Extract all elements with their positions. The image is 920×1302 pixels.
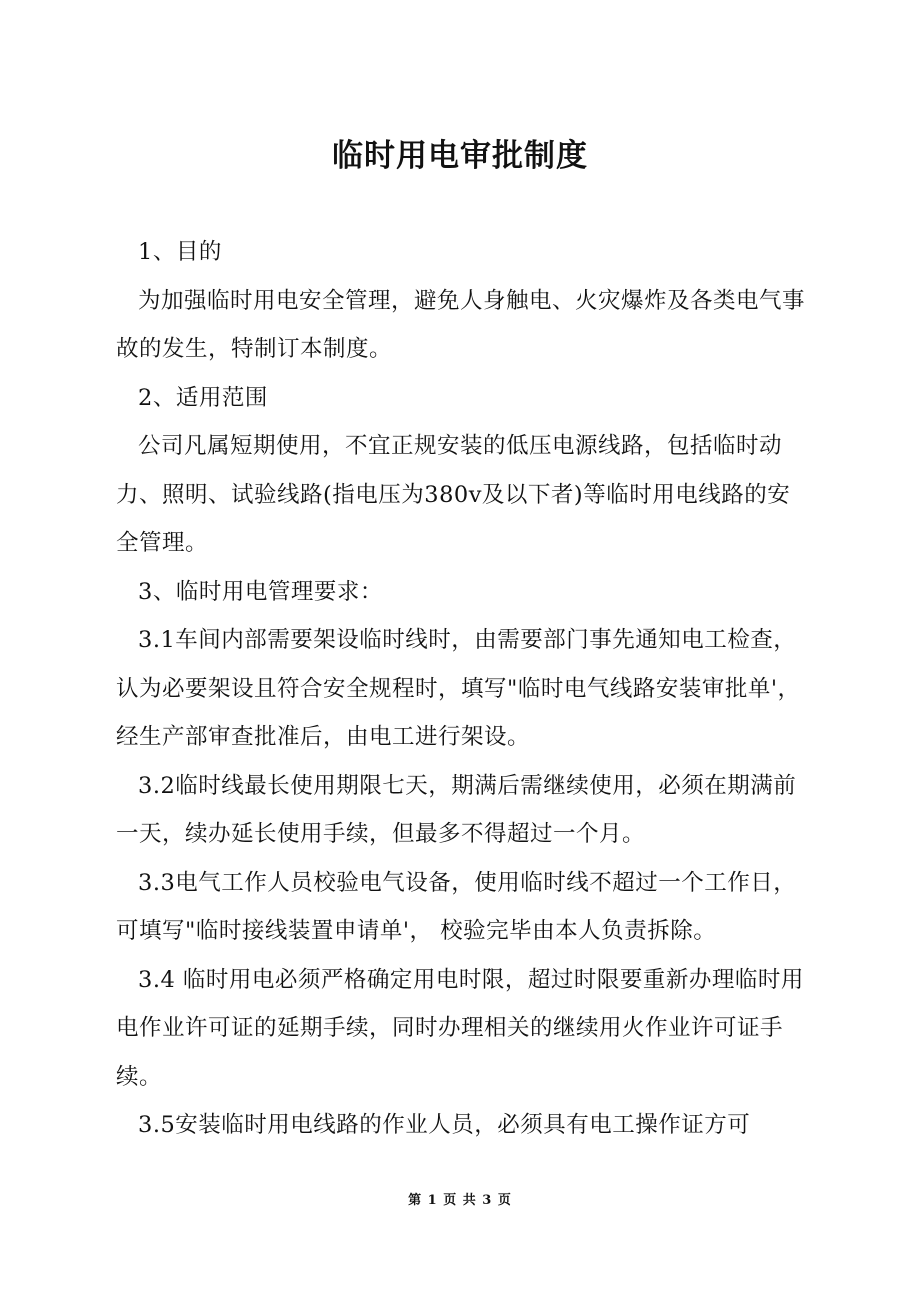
- paragraph-3-5: 3.5安装临时用电线路的作业人员，必须具有电工操作证方可: [138, 1112, 751, 1138]
- page-footer: 第 1 页 共 3 页: [408, 1193, 512, 1208]
- document-body: [116, 228, 806, 1150]
- paragraph-3-1: 3.1车间内部需要架设临时线时，由需要部门事先通知电工检查，认为必要架设且符合安全规程时，填写"临时电气线路安装审批单'，经生产部审查批准后，由电工进行架设。: [116, 627, 801, 750]
- section-heading-scope: 2、适用范围: [138, 384, 268, 411]
- paragraph-3-2: 3.2临时线最长使用期限七天，期满后需继续使用，必须在期满前一天，续办延长使用手续，但最多不得超过一个月。: [116, 772, 797, 847]
- section-heading-purpose: 1、目的: [138, 239, 222, 265]
- section-heading-requirements: 3、临时用电管理要求：: [138, 578, 383, 605]
- paragraph-3-4: 3.4 临时用电必须严格确定用电时限，超过时限要重新办理临时用电作业许可证的延期手续，同时办理相关的继续用火作业许可证手续。: [116, 966, 804, 1090]
- document-title: 临时用电审批制度: [332, 138, 588, 174]
- paragraph-scope: 公司凡属短期使用，不宜正规安装的低压电源线路，包括临时动力、照明、试验线路(指电压为380v及以下者)等临时用电线路的安全管理。: [116, 433, 791, 556]
- paragraph-purpose: 为加强临时用电安全管理，避免人身触电、火灾爆炸及各类电气事故的发生，特制订本制度。: [116, 287, 806, 362]
- paragraph-3-3: 3.3电气工作人员校验电气设备，使用临时线不超过一个工作日，可填写"临时接线装置申请单'， 校验完毕由本人负责拆除。: [116, 869, 797, 944]
